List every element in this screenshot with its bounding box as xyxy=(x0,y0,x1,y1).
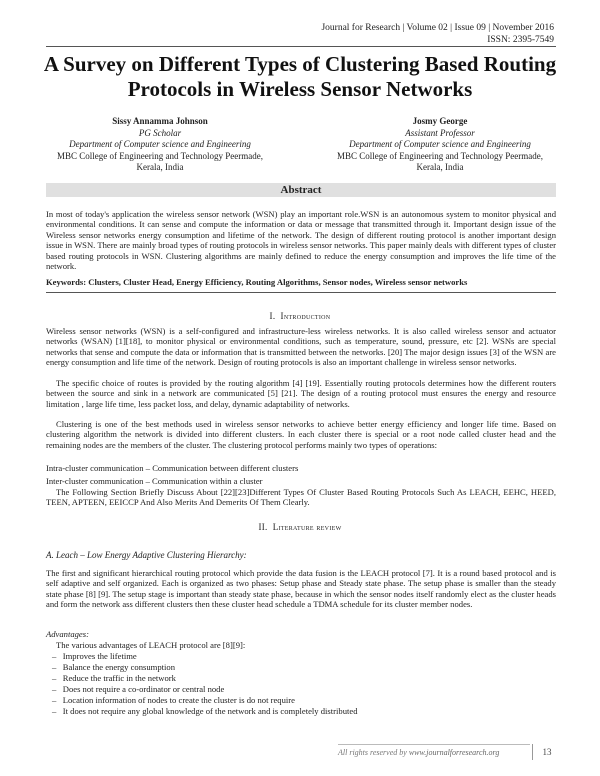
author-dept: Department of Computer science and Engineering xyxy=(349,139,531,149)
section-title: Literature review xyxy=(272,522,342,532)
journal-header xyxy=(321,22,554,46)
advantages-label: Advantages: xyxy=(46,629,89,639)
list-item: – Location information of nodes to create the cluster is do not require xyxy=(52,695,295,705)
footer-rule xyxy=(338,744,530,745)
journal-website-link[interactable]: www.journalforresearch.org xyxy=(408,748,500,757)
author-place: Kerala, India xyxy=(416,162,464,172)
advantages-intro: The various advantages of LEACH protocol are [8][9]: xyxy=(56,640,246,650)
section-number: II. xyxy=(258,522,268,532)
section-heading-literature-review xyxy=(0,522,600,532)
list-item: – Balance the energy consumption xyxy=(52,662,175,672)
journal-line: Journal for Research | Volume 02 | Issue 09 | November 2016 xyxy=(321,23,554,33)
page-number: 13 xyxy=(532,744,561,760)
abstract-rule xyxy=(46,292,556,293)
author-place: Kerala, India xyxy=(136,162,184,172)
section-title: Introduction xyxy=(280,311,331,321)
section-number: I. xyxy=(269,311,276,321)
intro-paragraph-1: Wireless sensor networks (WSN) is a self-configured and infrastructure-less wireless networks. It is also called wireless sensor and actuator networks (WSAN) [1][18], to monitor physical or environmental conditions, such as temperature, sound, pressure, etc [2]. WSNs are special networks that sense and compute the data or information that is transmitted between the networks. [20] The major design issues [3] of the WSN are energy consumption and life time of the network. Design of routing protocols is also an important challenge in wireless sensor networks. xyxy=(46,326,556,368)
author-dept: Department of Computer science and Engineering xyxy=(69,139,251,149)
intra-cluster-line: Intra-cluster communication – Communication between different clusters xyxy=(46,463,299,473)
abstract-heading: Abstract xyxy=(46,183,556,197)
header-rule xyxy=(46,46,556,47)
author-college: MBC College of Engineering and Technology Peermade, xyxy=(57,150,263,161)
intro-paragraph-2: The specific choice of routes is provided by the routing algorithm [4] [19]. Essentially routing protocols determines how the different routers between the source and sink in a network are communicated [5] [21]. The design of a routing protocol must ensures the energy and resource limitation , large life time, less packet loss, and delay, dynamic adaptability of networks. xyxy=(46,378,556,409)
list-item: – Improves the lifetime xyxy=(52,651,137,661)
author-name: Josmy George xyxy=(412,116,468,126)
list-item: – It does not require any global knowledge of the network and is completely distributed xyxy=(52,706,358,716)
author-1 xyxy=(50,116,270,174)
abstract-text: In most of today's application the wireless sensor network (WSN) play an important role.WSN is an autonomous system to monitor physical and environmental conditions. It can sense and compute the information or data or message that transmitted through it. Important design issue of the Wireless sensor networks energy consumption and lifetime of the network. The design of different routing protocol is another important design issue in WSN. There are mainly broad types of routing protocols in wireless sensor networks. This paper mainly deals with different types of cluster based routing protocols in WSN. Clustering algorithms are mainly defined to reduce the energy consumption and improves the life time of the network. xyxy=(46,209,556,272)
leach-paragraph: The first and significant hierarchical routing protocol which provide the data fusion is the LEACH protocol [7]. It is a round based protocol and is self adaptive and self organized. Each is organized as two phases: Setup phase and Steady state phase. The setup phase is smaller than the steady state phase [8] [9]. The setup stage is important than steady state phase, because in which the sensor nodes itself randomly elect as the cluster heads and form the network ass different clusters then these cluster head schedule a TDMA schedule for its cluster member nodes. xyxy=(46,568,556,610)
author-college: MBC College of Engineering and Technology Peermade, xyxy=(337,150,543,161)
list-item: – Reduce the traffic in the network xyxy=(52,673,176,683)
issn: ISSN: 2395-7549 xyxy=(487,35,554,45)
footer-rights: All rights reserved by www.journalforresearch.org xyxy=(338,748,500,757)
author-role: PG Scholar xyxy=(138,127,182,138)
author-name: Sissy Annamma Johnson xyxy=(112,116,208,126)
intro-paragraph-4: The Following Section Briefly Discuss About [22][23]Different Types Of Cluster Based Routing Protocols Such As LEACH, EEHC, HEED, TEEN, APTEEN, EEICCP And Also Merits And Demerits Of Them Clearly. xyxy=(46,487,556,508)
author-2 xyxy=(330,116,550,174)
subsection-a-heading: A. Leach – Low Energy Adaptive Clustering Hierarchy: xyxy=(46,550,247,560)
section-heading-introduction xyxy=(0,311,600,321)
keywords: Keywords: Clusters, Cluster Head, Energy Efficiency, Routing Algorithms, Sensor nodes, Wireless sensor networks xyxy=(46,277,468,287)
paper-title: A Survey on Different Types of Clustering Based Routing Protocols in Wireless Sensor Networks xyxy=(43,52,557,101)
list-item: – Does not require a co-ordinator or central node xyxy=(52,684,225,694)
inter-cluster-line: Inter-cluster communication – Communication within a cluster xyxy=(46,476,263,486)
intro-paragraph-3: Clustering is one of the best methods used in wireless sensor networks to achieve better energy efficiency and longer life time. Based on clustering algorithm the network is divided into different clusters. In each cluster there is special or a root node called cluster head and the remaining nodes are the members of the cluster. The clustering protocol performs mainly two types of operations: xyxy=(46,419,556,450)
author-role: Assistant Professor xyxy=(405,127,475,138)
